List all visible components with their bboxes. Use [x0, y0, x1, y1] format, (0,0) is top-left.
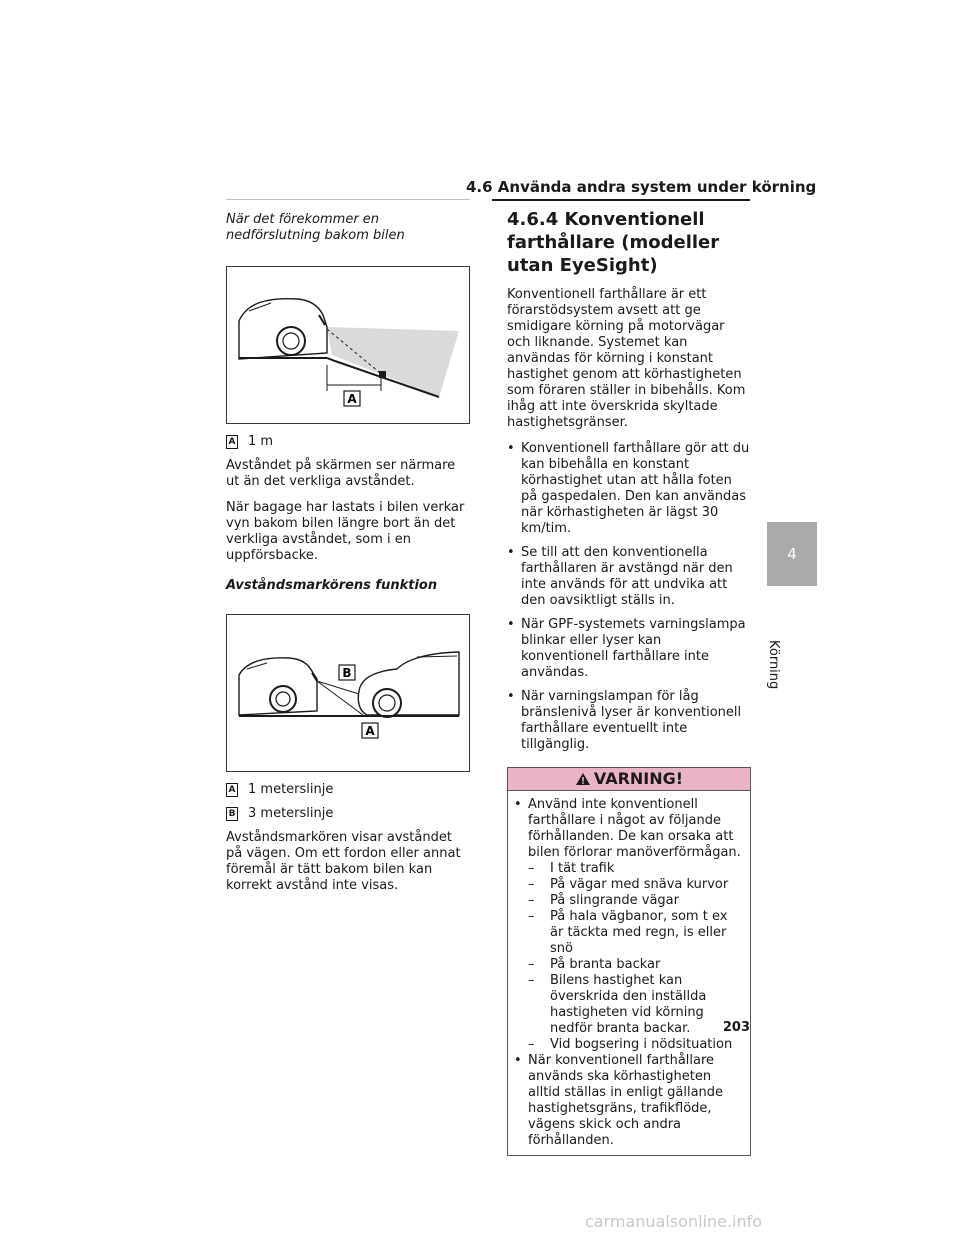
section-header: 4.6 Använda andra system under körning — [466, 178, 817, 196]
page-number: 203 — [722, 1020, 750, 1035]
list-item: • Konventionell farthållare gör att du kan bibehålla en konstant körhastighet utan att hålla foten på gaspedalen. Den kan användas när körhastigheten är lägst 30 km/tim. — [507, 441, 751, 537]
warning-box — [507, 767, 751, 1156]
legend-list-2 — [226, 782, 470, 822]
warning-subitem: – Bilens hastighet kan överskrida den inställda hastigheten vid körning nedför branta backar. — [528, 973, 744, 1037]
warning-header — [508, 768, 750, 791]
figure-label-a: A — [365, 724, 375, 738]
paragraph: Avståndsmarkören visar avståndet på vägen. Om ett fordon eller annat föremål är tätt bakom bilen kan korrekt avstånd inte visas. — [226, 830, 461, 893]
warning-subitem: – Vid bogsering i nödsituation — [528, 1037, 744, 1053]
watermark: carmanualsonline.info — [585, 1212, 763, 1231]
warning-subitem: – I tät trafik — [528, 861, 744, 877]
figure-downslope — [226, 266, 470, 424]
list-item: • När GPF-systemets varningslampa blinkar eller lyser kan konventionell farthållare inte användas. — [507, 617, 751, 681]
legend-item — [226, 806, 470, 822]
warning-item: • När konventionell farthållare används ska körhastigheten alltid ställas in enligt gällande hastighetsgräns, trafikflöde, vägens skick och andra förhållanden. — [514, 1053, 744, 1149]
bullet-list — [507, 441, 751, 753]
warning-title: VARNING! — [593, 769, 684, 788]
legend-text: 1 m — [248, 434, 274, 449]
paragraph: När bagage har lastats i bilen verkar vyn bakom bilen längre bort än det verkliga avståndet, som i en uppförsbacke. — [226, 500, 465, 563]
chapter-label-text: Körning — [766, 640, 781, 690]
legend-key: A — [226, 435, 238, 449]
header-rule-left — [226, 199, 470, 200]
warning-subitem: – På slingrande vägar — [528, 893, 744, 909]
heading-marker-function: Avståndsmarkörens funktion — [226, 578, 438, 593]
warning-triangle-icon — [575, 772, 591, 786]
warning-item-text: Använd inte konventionell farthållare i något av följande förhållanden. De kan orsaka att bilen förlorar manöverförmågan. — [528, 797, 741, 860]
header-rule — [492, 199, 750, 201]
warning-subitem: – På vägar med snäva kurvor — [528, 877, 744, 893]
figure-label-b: B — [342, 666, 352, 680]
warning-subitem: – På branta backar — [528, 957, 744, 973]
warning-subitem: – På hala vägbanor, som t ex är täckta med regn, is eller snö — [528, 909, 744, 957]
distance-marker-illustration — [227, 615, 469, 771]
intro-paragraph: Konventionell farthållare är ett förarstödsystem avsett att ge smidigare körning på motorvägar och liknande. Systemet kan användas för körning i konstant hastighet genom att körhastigheten som föraren ställer in bibehålls. Kom ihåg att inte överskrida skyltade hastighetsgränser. — [507, 287, 746, 430]
list-item: • När varningslampan för låg bränslenivå lyser är konventionell farthållare eventuellt inte tillgänglig. — [507, 689, 751, 753]
paragraph: Avståndet på skärmen ser närmare ut än det verkliga avståndet. — [226, 458, 456, 489]
heading-downslope: När det förekommer en nedförslutning bakom bilen — [226, 212, 405, 243]
downslope-illustration — [227, 267, 469, 423]
right-column — [507, 208, 751, 1156]
legend-text: 3 meterslinje — [248, 806, 334, 821]
legend-key: A — [226, 783, 238, 797]
list-item: • Se till att den konventionella farthållaren är avstängd när den inte används för att undvika att den oavsiktligt ställs in. — [507, 545, 751, 609]
legend-item — [226, 782, 470, 798]
section-title: 4.6.4 Konventionell farthållare (modeller utan EyeSight) — [507, 209, 720, 276]
figure-distance-marker — [226, 614, 470, 772]
chapter-tab: 4 — [767, 522, 817, 586]
legend-list-1 — [226, 434, 470, 450]
figure-label-a: A — [347, 392, 357, 406]
chapter-label — [766, 592, 817, 690]
legend-text: 1 meterslinje — [248, 782, 334, 797]
legend-key: B — [226, 807, 238, 821]
left-column — [226, 212, 470, 904]
warning-body — [508, 791, 750, 1155]
warning-item — [514, 797, 744, 1053]
legend-item — [226, 434, 470, 450]
